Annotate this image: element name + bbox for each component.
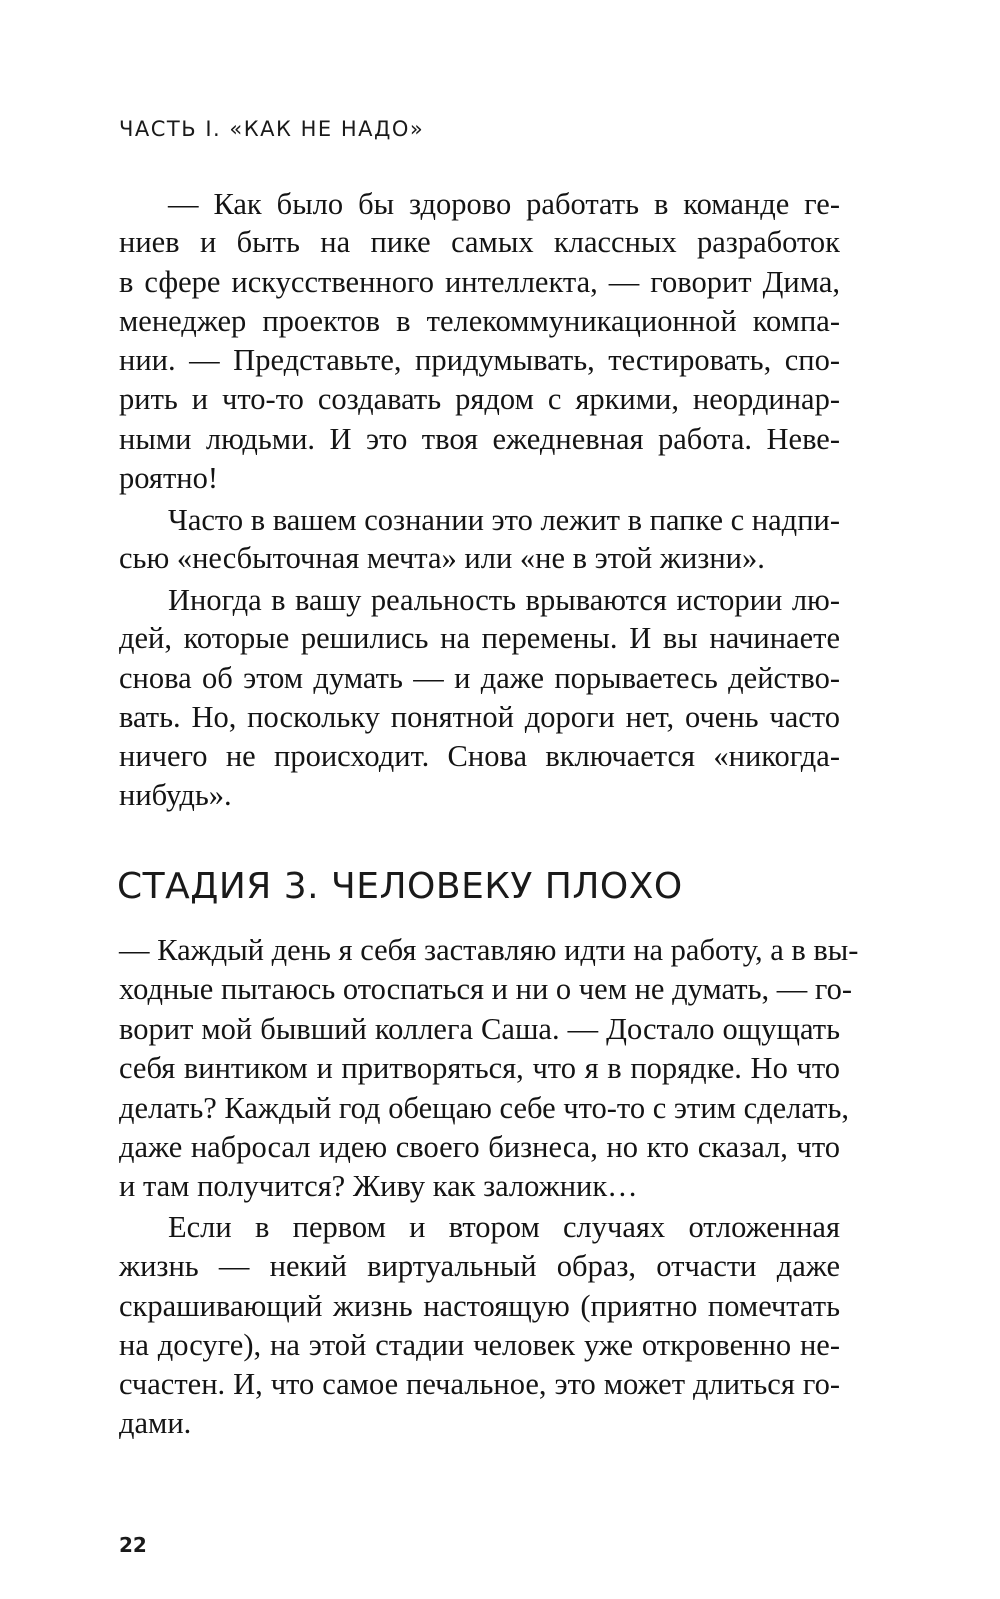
- text-line: снова об этом думать — и даже порываетесь действо-: [119, 661, 840, 695]
- text-line: ворит мой бывший коллега Саша. — Достало ощущать: [119, 1012, 840, 1046]
- text-line: даже набросал идею своего бизнеса, но кто сказал, что: [119, 1130, 840, 1164]
- text-line: Часто в вашем сознании это лежит в папке с надпи-: [168, 503, 840, 537]
- text-line: ниев и быть на пике самых классных разработок: [119, 225, 840, 259]
- text-line: ными людьми. И это твоя ежедневная работа. Неве-: [119, 422, 840, 456]
- text-line: нибудь».: [119, 778, 232, 812]
- text-line: сью «несбыточная мечта» или «не в этой жизни».: [119, 541, 765, 575]
- text-line: на досуге), на этой стадии человек уже откровенно не-: [119, 1328, 840, 1362]
- text-line: нии. — Представьте, придумывать, тестировать, спо-: [119, 343, 840, 377]
- text-line: Если в первом и втором случаях отложенная: [168, 1210, 840, 1244]
- section-heading: СТАДИЯ 3. ЧЕЛОВЕКУ ПЛОХО: [117, 866, 683, 907]
- text-line: — Каждый день я себя заставляю идти на работу, а в вы-: [119, 933, 859, 967]
- text-line: роятно!: [119, 461, 219, 495]
- text-line: менеджер проектов в телекоммуникационной компа-: [119, 304, 840, 338]
- text-line: жизнь — некий виртуальный образ, отчасти даже: [119, 1249, 840, 1283]
- text-line: делать? Каждый год обещаю себе что-то с этим сделать,: [119, 1091, 849, 1125]
- page-number: 22: [119, 1533, 147, 1557]
- text-line: рить и что-то создавать рядом с яркими, неординар-: [119, 382, 840, 416]
- text-line: Иногда в вашу реальность врываются истории лю-: [168, 583, 840, 617]
- text-line: и там получится? Живу как заложник…: [119, 1169, 638, 1203]
- text-line: ничего не происходит. Снова включается «никогда-: [119, 739, 840, 773]
- text-line: скрашивающий жизнь настоящую (приятно помечтать: [119, 1289, 840, 1323]
- text-line: — Как было бы здорово работать в команде ге-: [168, 187, 840, 221]
- text-line: себя винтиком и притворяться, что я в порядке. Но что: [119, 1051, 840, 1085]
- text-line: счастен. И, что самое печальное, это может длиться го-: [119, 1367, 840, 1401]
- text-line: дами.: [119, 1406, 192, 1440]
- text-line: вать. Но, поскольку понятной дороги нет, очень часто: [119, 700, 840, 734]
- text-line: в сфере искусственного интеллекта, — говорит Дима,: [119, 265, 840, 299]
- running-header: ЧАСТЬ I. «КАК НЕ НАДО»: [119, 117, 425, 141]
- text-line: дей, которые решились на перемены. И вы начинаете: [119, 621, 840, 655]
- text-line: ходные пытаюсь отоспаться и ни о чем не думать, — го-: [119, 972, 853, 1006]
